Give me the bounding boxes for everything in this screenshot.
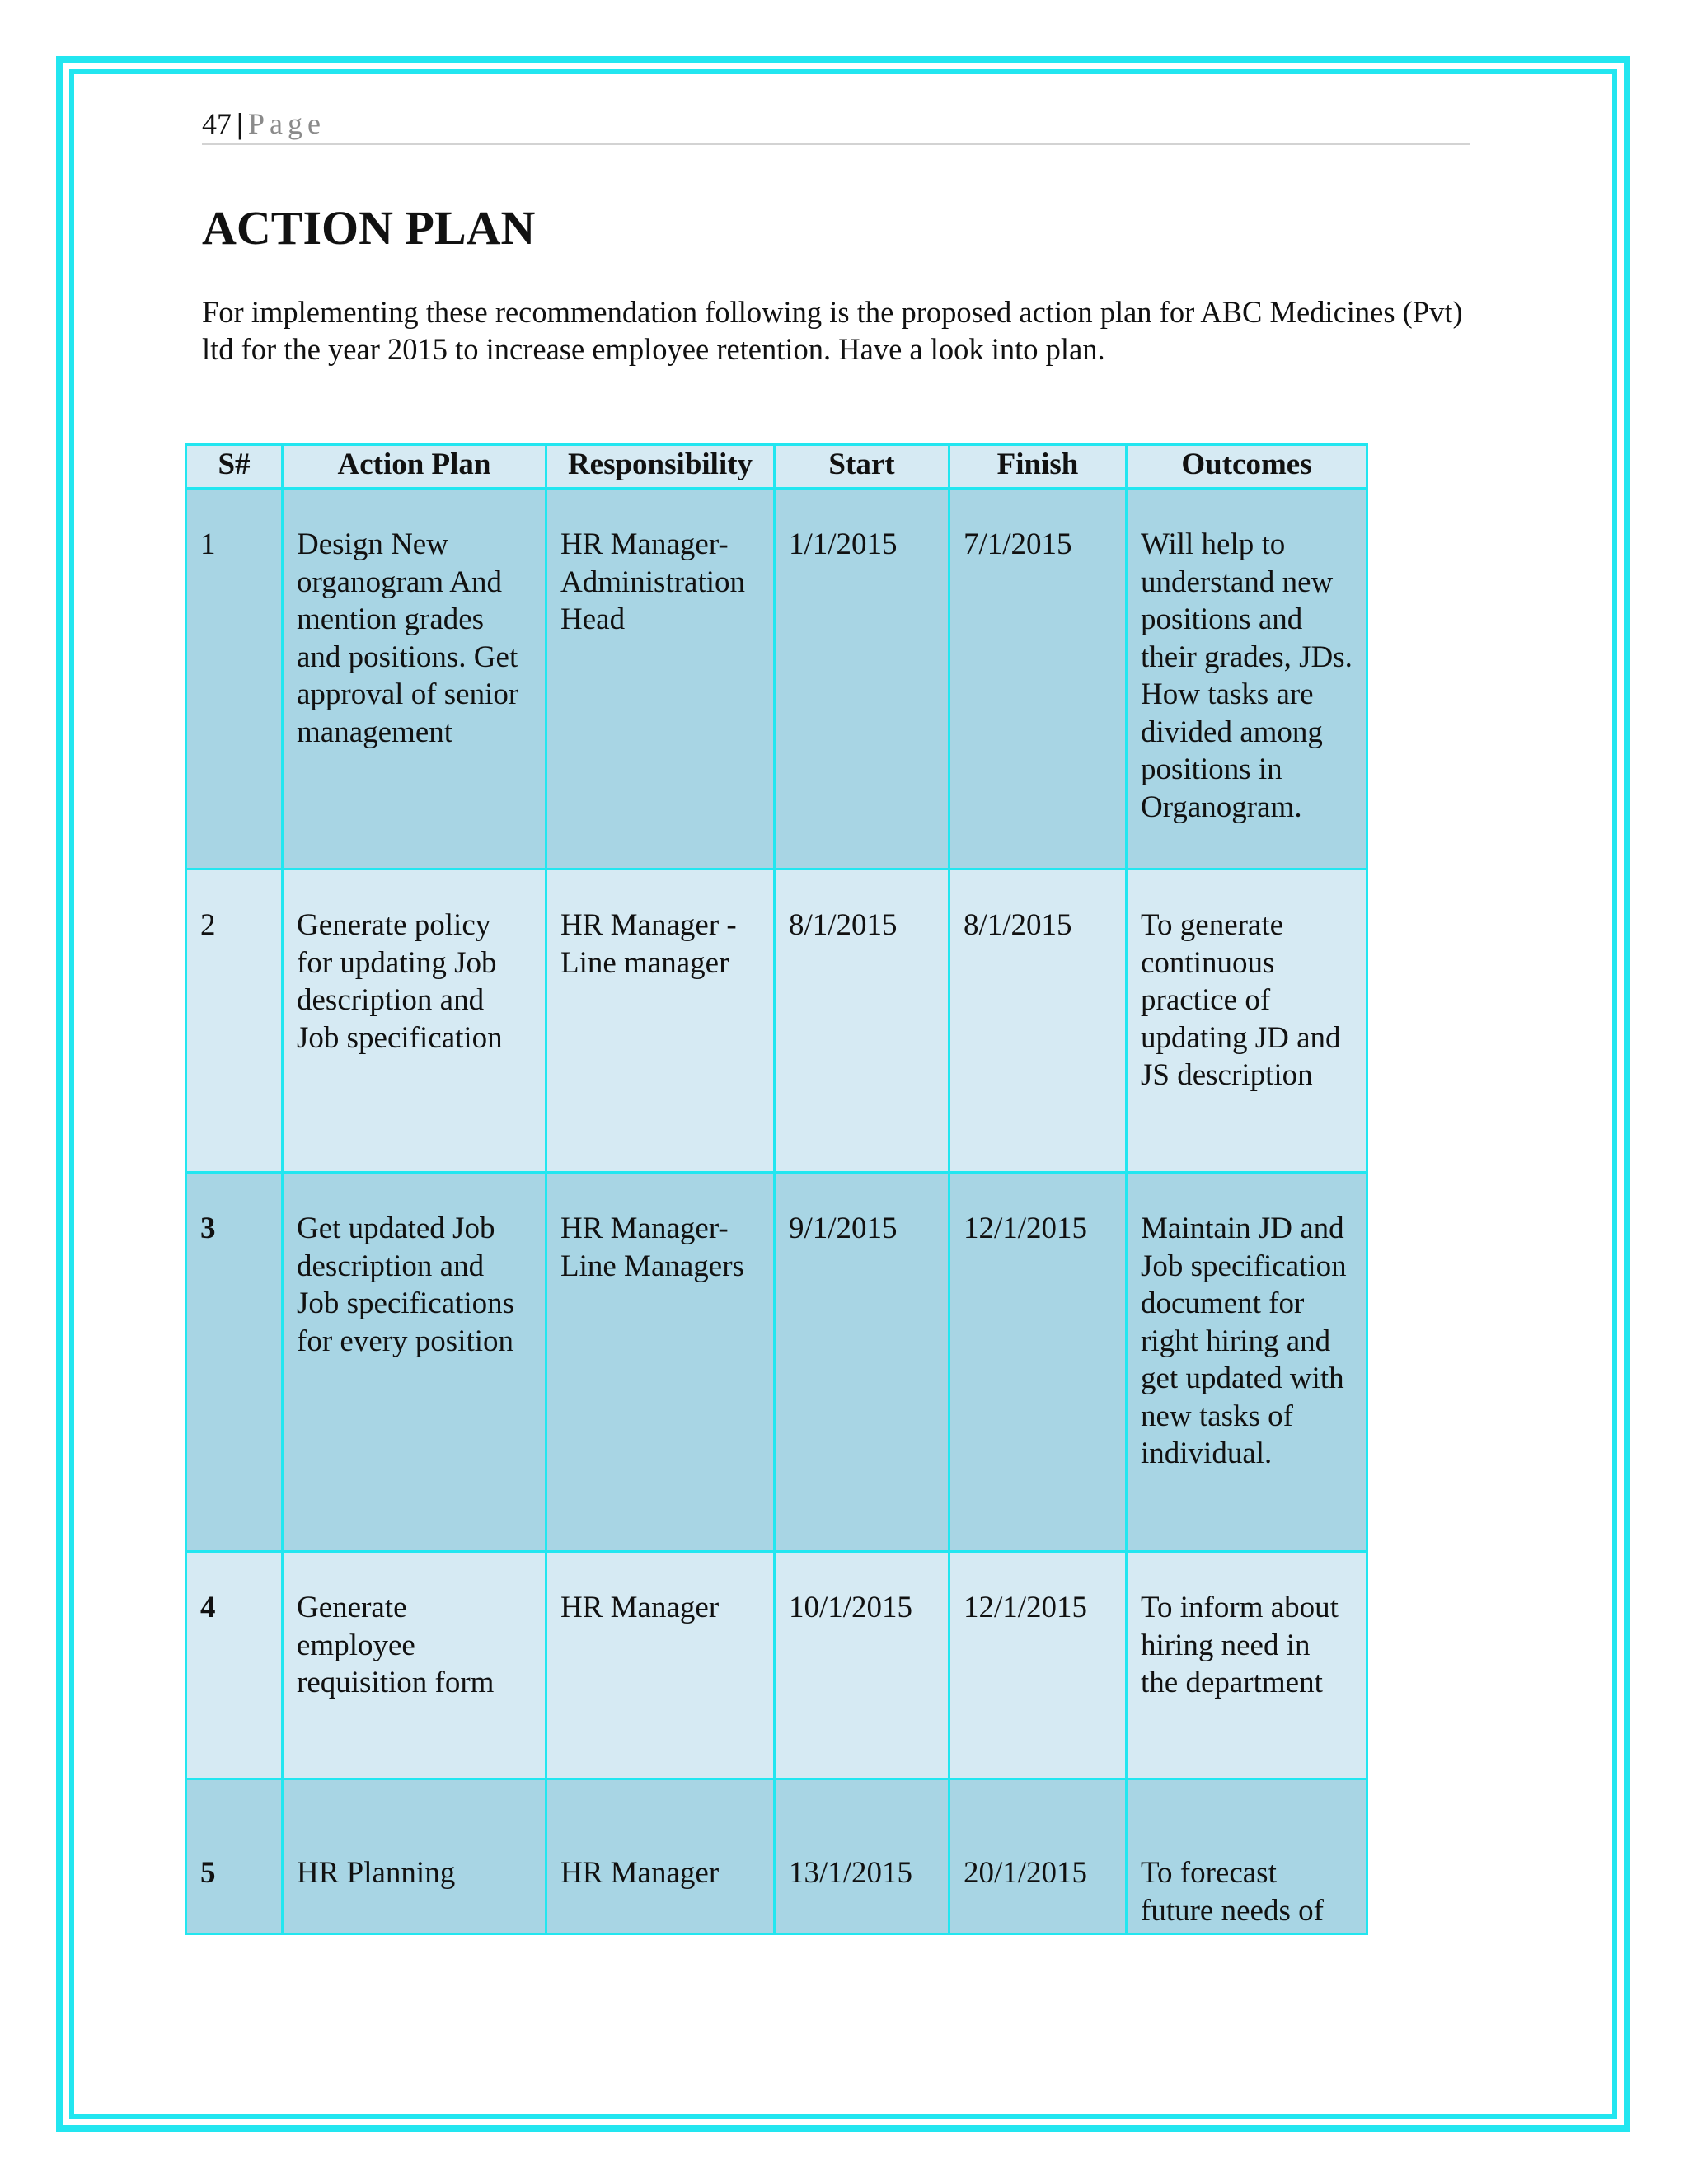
cell-responsibility: HR Manager- Administration Head (546, 489, 775, 869)
column-header-sn: S# (186, 445, 283, 489)
cell-num: 3 (186, 1173, 283, 1552)
cell-action: Design New organogram And mention grades and positions. Get approval of senior management (283, 489, 546, 869)
cell-finish: 12/1/2015 (950, 1173, 1127, 1552)
cell-finish: 8/1/2015 (950, 869, 1127, 1173)
cell-outcomes: Will help to understand new positions and their grades, JDs. How tasks are divided among positions in Organogram. (1127, 489, 1367, 869)
cell-responsibility: HR Manager -Line manager (546, 869, 775, 1173)
cell-start: 13/1/2015 (775, 1779, 950, 1934)
column-header-start: Start (775, 445, 950, 489)
cell-num: 2 (186, 869, 283, 1173)
table-row (186, 489, 1367, 869)
cell-responsibility: HR Manager- Line Managers (546, 1173, 775, 1552)
page-separator: | (237, 107, 243, 140)
cell-start: 1/1/2015 (775, 489, 950, 869)
page-title: ACTION PLAN (202, 201, 536, 255)
column-header-action-plan: Action Plan (283, 445, 546, 489)
cell-action: HR Planning (283, 1779, 546, 1934)
column-header-responsibility: Responsibility (546, 445, 775, 489)
cell-num: 1 (186, 489, 283, 869)
cell-outcomes: To forecast future needs of (1127, 1779, 1367, 1934)
cell-action: Get updated Job description and Job specifications for every position (283, 1173, 546, 1552)
cell-action: Generate policy for updating Job description and Job specification (283, 869, 546, 1173)
cell-responsibility: HR Manager (546, 1552, 775, 1779)
cell-start: 10/1/2015 (775, 1552, 950, 1779)
column-header-outcomes: Outcomes (1127, 445, 1367, 489)
cell-start: 9/1/2015 (775, 1173, 950, 1552)
page-header (202, 105, 1470, 145)
table-row (186, 1779, 1367, 1934)
table-row (186, 869, 1367, 1173)
intro-paragraph: For implementing these recommendation following is the proposed action plan for ABC Medicines (Pvt) ltd for the year 2015 to increase employee retention. Have a look into plan. (202, 295, 1463, 366)
cell-outcomes: Maintain JD and Job specification document for right hiring and get updated with new tasks of individual. (1127, 1173, 1367, 1552)
cell-outcomes: To generate continuous practice of updating JD and JS description (1127, 869, 1367, 1173)
cell-outcomes: To inform about hiring need in the department (1127, 1552, 1367, 1779)
page-number: 47 (202, 107, 232, 140)
cell-start: 8/1/2015 (775, 869, 950, 1173)
cell-responsibility: HR Manager (546, 1779, 775, 1934)
cell-finish: 12/1/2015 (950, 1552, 1127, 1779)
table-row (186, 1173, 1367, 1552)
cell-finish: 7/1/2015 (950, 489, 1127, 869)
cell-action: Generate employee requisition form (283, 1552, 546, 1779)
cell-finish: 20/1/2015 (950, 1779, 1127, 1934)
action-plan-table (185, 443, 1368, 1935)
table-header-row (186, 445, 1367, 489)
table-row (186, 1552, 1367, 1779)
column-header-finish: Finish (950, 445, 1127, 489)
cell-num: 4 (186, 1552, 283, 1779)
cell-num: 5 (186, 1779, 283, 1934)
page-word: Page (247, 107, 326, 140)
